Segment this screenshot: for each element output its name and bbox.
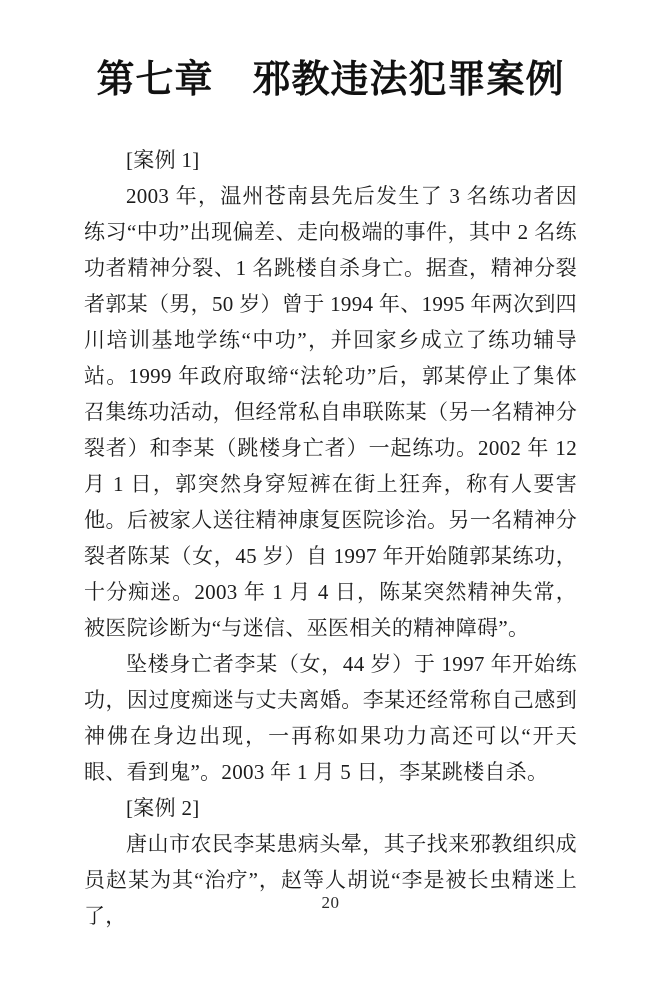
case-2-paragraph-1: 唐山市农民李某患病头晕，其子找来邪教组织成员赵某为其“治疗”，赵等人胡说“李是被长虫精迷上了， bbox=[84, 832, 577, 928]
case-1-label: [案例 1] bbox=[126, 148, 200, 172]
case-1-paragraph-2: 坠楼身亡者李某（女，44 岁）于 1997 年开始练功，因过度痴迷与丈夫离婚。李某还经常称自己感到神佛在身边出现，一再称如果功力高还可以“开天眼、看到鬼”。2003 年 1 月 5 日，李某跳楼自杀。 bbox=[84, 652, 577, 784]
document-page bbox=[84, 0, 577, 982]
case-1-paragraph-1: 2003 年，温州苍南县先后发生了 3 名练功者因练习“中功”出现偏差、走向极端的事件，其中 2 名练功者精神分裂、1 名跳楼自杀身亡。据查，精神分裂者郭某（男，50 岁）曾于 1994 年、1995 年两次到四川培训基地学练“中功”，并回家乡成立了练功辅导站。1999 年政府取缔“法轮功”后，郭某停止了集体召集练功活动，但经常私自串联陈某（另一名精神分裂者）和李某（跳楼身亡者）一起练功。2002 年 12 月 1 日，郭突然身穿短裤在街上狂奔，称有人要害他。后被家人送往精神康复医院诊治。另一名精神分裂者陈某（女，45 岁）自 1997 年开始随郭某练功，十分痴迷。2003 年 1 月 4 日，陈某突然精神失常，被医院诊断为“与迷信、巫医相关的精神障碍”。 bbox=[84, 184, 577, 640]
case-2-label: [案例 2] bbox=[126, 796, 200, 820]
body-text bbox=[84, 142, 577, 934]
page-number: 20 bbox=[321, 893, 340, 912]
chapter-title: 第七章 邪教违法犯罪案例 bbox=[96, 59, 565, 101]
